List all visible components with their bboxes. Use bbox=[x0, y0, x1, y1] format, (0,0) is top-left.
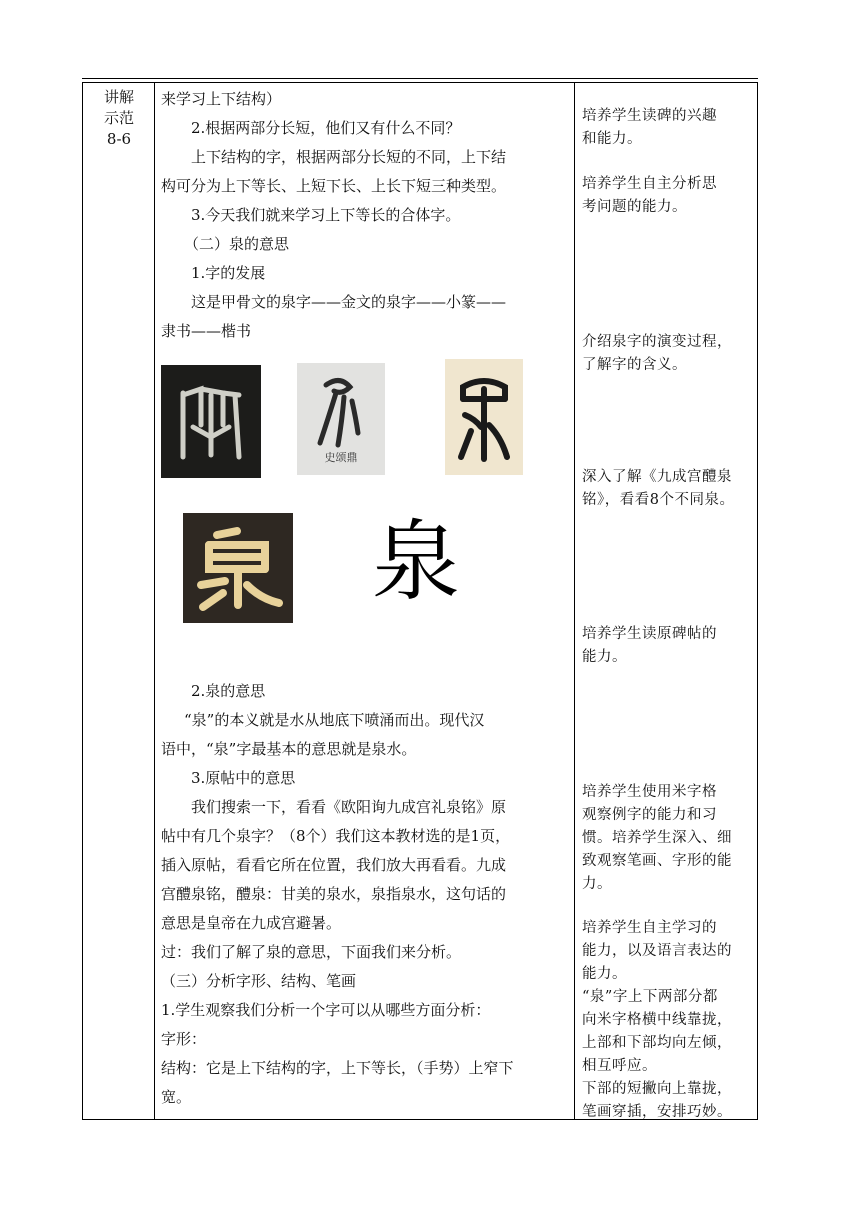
bronze-quan-glyph bbox=[306, 373, 376, 451]
note-line: 培养学生自主分析思 bbox=[582, 176, 717, 192]
note-line: 考问题的能力。 bbox=[582, 199, 687, 215]
paragraph-line: 插入原帖，看看它所在位置，我们放大再看看。九成 bbox=[161, 856, 507, 874]
note-line: 惯。培养学生深入、细 bbox=[582, 830, 732, 846]
paragraph-line: 语中，“泉”字最基本的意思就是泉水。 bbox=[161, 740, 417, 758]
section-heading: （三）分析字形、结构、笔画 bbox=[161, 972, 357, 990]
note-line: 力。 bbox=[582, 876, 612, 892]
note-line: 深入了解《九成宫醴泉 bbox=[582, 469, 732, 485]
paragraph-line: 字形： bbox=[161, 1030, 207, 1048]
note-line: 培养学生读原碑帖的 bbox=[582, 626, 717, 642]
note-line: 能力。 bbox=[582, 649, 627, 665]
note-line: 相互呼应。 bbox=[582, 1058, 657, 1074]
paragraph-line: 2.泉的意思 bbox=[191, 682, 266, 700]
paragraph-line: 隶书——楷书 bbox=[161, 322, 252, 340]
paragraph-line: 帖中有几个泉字？（8个）我们这本教材选的是1页， bbox=[161, 827, 511, 845]
note-line: 和能力。 bbox=[582, 131, 642, 147]
paragraph-line: 宫醴泉铭，醴泉：甘美的泉水，泉指泉水，这句话的 bbox=[161, 885, 507, 903]
top-rule bbox=[82, 78, 758, 79]
paragraph-line: 3.原帖中的意思 bbox=[191, 769, 296, 787]
paragraph-line: 2.根据两部分长短，他们又有什么不同？ bbox=[191, 119, 461, 137]
paragraph-line: 1.学生观察我们分析一个字可以从哪些方面分析： bbox=[161, 1001, 491, 1019]
note-line: 下部的短撇向上靠拢， bbox=[582, 1081, 732, 1097]
paragraph-line: 结构：它是上下结构的字，上下等长，（手势）上窄下 bbox=[161, 1059, 514, 1077]
note-line: 能力。 bbox=[582, 966, 627, 982]
note-line: 观察例字的能力和习 bbox=[582, 807, 717, 823]
paragraph-line: 意思是皇帝在九成宫避暑。 bbox=[161, 914, 342, 932]
note-line: 上部和下部均向左倾， bbox=[582, 1035, 732, 1051]
note-line: 能力，以及语言表达的 bbox=[582, 943, 732, 959]
note-line: 向米字格横中线靠拢， bbox=[582, 1012, 732, 1028]
section-label-cell bbox=[83, 83, 155, 150]
oracle-bone-quan-image bbox=[161, 365, 261, 478]
paragraph-line: 构可分为上下等长、上短下长、上长下短三种类型。 bbox=[161, 177, 507, 195]
clerical-script-quan-image bbox=[183, 513, 293, 623]
paragraph-line: 宽。 bbox=[161, 1088, 192, 1106]
paragraph-line: “泉”的本义就是水从地底下喷涌而出。现代汉 bbox=[184, 711, 485, 729]
paragraph-line: 过：我们了解了泉的意思，下面我们来分析。 bbox=[161, 943, 462, 961]
note-line: 介绍泉字的演变过程， bbox=[582, 334, 732, 350]
bronze-image-caption: 史颂鼎 bbox=[324, 451, 358, 464]
note-line: 笔画穿插，安排巧妙。 bbox=[582, 1104, 732, 1120]
paragraph-line: 这是甲骨文的泉字——金文的泉字——小篆—— bbox=[191, 293, 507, 311]
section-label-line1: 讲解 bbox=[103, 88, 134, 106]
note-line: 了解字的含义。 bbox=[582, 357, 687, 373]
paragraph-line: 我们搜索一下，看看《欧阳询九成宫礼泉铭》原 bbox=[191, 798, 507, 816]
regular-script-quan-image: 泉 bbox=[371, 510, 460, 613]
paragraph-line: 上下结构的字，根据两部分长短的不同，上下结 bbox=[191, 148, 507, 166]
note-line: 培养学生读碑的兴趣 bbox=[582, 108, 717, 124]
note-line: 铭》，看看8个不同泉。 bbox=[582, 492, 735, 508]
note-line: 致观察笔画、字形的能 bbox=[582, 853, 732, 869]
column-divider-1 bbox=[154, 83, 155, 1119]
note-line: “泉”字上下两部分都 bbox=[582, 989, 718, 1005]
paragraph-line: 3.今天我们就来学习上下等长的合体字。 bbox=[191, 206, 461, 224]
note-line: 培养学生自主学习的 bbox=[582, 920, 717, 936]
lesson-table bbox=[82, 82, 758, 1120]
bronze-script-quan-image bbox=[297, 363, 385, 475]
section-label-line3: 8-6 bbox=[106, 130, 132, 148]
paragraph-line: 1.字的发展 bbox=[191, 264, 266, 282]
section-label-line2: 示范 bbox=[103, 109, 134, 127]
section-heading: （二）泉的意思 bbox=[184, 235, 290, 253]
note-line: 培养学生使用米字格 bbox=[582, 784, 717, 800]
seal-script-quan-image bbox=[445, 359, 523, 475]
paragraph-line: 来学习上下结构） bbox=[161, 90, 282, 108]
